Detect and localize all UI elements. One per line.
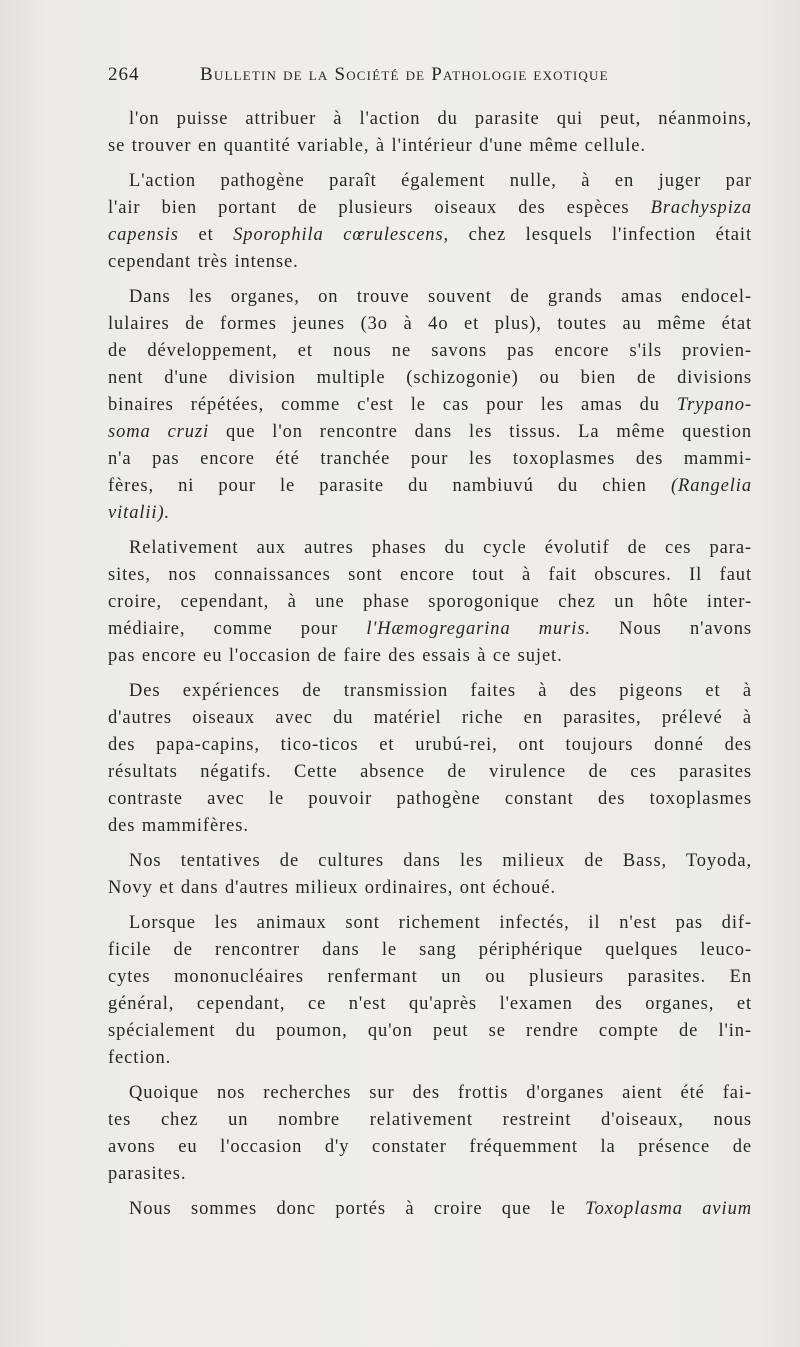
text-line: [108, 222, 752, 249]
text-line: [108, 875, 752, 902]
text-line: [108, 1161, 752, 1188]
text-line: [108, 249, 752, 276]
text-segment: résultats négatifs. Cette absence de virulence de ces parasites: [108, 762, 752, 782]
text-segment: d'autres oiseaux avec du matériel riche en parasites, prélevé à: [108, 708, 752, 728]
text-line: [108, 813, 752, 840]
italic-text: vitalii).: [108, 503, 171, 523]
text-line: [108, 106, 752, 133]
text-segment: cependant très intense.: [108, 252, 299, 272]
text-line: [108, 1045, 752, 1072]
text-line: [108, 284, 752, 311]
text-line: [108, 991, 752, 1018]
text-segment: cytes mononucléaires renfermant un ou plusieurs parasites. En: [108, 967, 752, 987]
italic-text: Sporophila cœrulescens,: [233, 225, 450, 245]
text-segment: médiaire, comme pour: [108, 619, 367, 639]
text-line: [108, 1196, 752, 1223]
text-segment: avons eu l'occasion d'y constater fréquemment la présence de: [108, 1137, 752, 1157]
text-segment: lulaires de formes jeunes (3o à 4o et plus), toutes au même état: [108, 314, 752, 334]
text-line: [108, 338, 752, 365]
text-line: [108, 133, 752, 160]
text-line: [108, 616, 752, 643]
italic-text: (Rangelia: [670, 476, 752, 496]
text-line: [108, 168, 752, 195]
text-line: [108, 937, 752, 964]
text-line: [108, 848, 752, 875]
text-segment: chez lesquels l'infection était: [449, 225, 752, 245]
text-line: [108, 964, 752, 991]
italic-text: Toxoplasma avium: [585, 1199, 752, 1219]
italic-text: Trypano-: [676, 395, 752, 415]
text-line: [108, 562, 752, 589]
text-segment: Des expériences de transmission faites à des pigeons et à: [129, 681, 752, 701]
text-segment: et: [178, 225, 234, 245]
text-segment: pas encore eu l'occasion de faire des essais à ce sujet.: [108, 646, 563, 666]
paragraph: [108, 848, 752, 902]
text-segment: se trouver en quantité variable, à l'intérieur d'une même cellule.: [108, 136, 646, 156]
text-line: [108, 786, 752, 813]
paragraph: [108, 910, 752, 1072]
text-segment: de développement, et nous ne savons pas encore s'ils provien-: [108, 341, 752, 361]
text-line: [108, 1080, 752, 1107]
text-line: [108, 500, 752, 527]
text-segment: général, cependant, ce n'est qu'après l'examen des organes, et: [108, 994, 752, 1014]
text-line: [108, 1134, 752, 1161]
paragraph: [108, 106, 752, 160]
text-segment: l'air bien portant de plusieurs oiseaux des espèces: [108, 198, 651, 218]
paragraph: [108, 1080, 752, 1188]
text-segment: des papa-capins, tico-ticos et urubú-rei, ont toujours donné des: [108, 735, 752, 755]
text-segment: parasites.: [108, 1164, 187, 1184]
text-line: [108, 589, 752, 616]
text-segment: spécialement du poumon, qu'on peut se rendre compte de l'in-: [108, 1021, 752, 1041]
text-line: [108, 446, 752, 473]
text-line: [108, 1107, 752, 1134]
text-segment: Dans les organes, on trouve souvent de grands amas endocel-: [129, 287, 752, 307]
text-line: [108, 643, 752, 670]
paragraph: [108, 1196, 752, 1223]
text-segment: Nous sommes donc portés à croire que le: [129, 1199, 586, 1219]
italic-text: l'Hæmogregarina muris.: [366, 619, 591, 639]
text-segment: Novy et dans d'autres milieux ordinaires, ont échoué.: [108, 878, 556, 898]
text-line: [108, 732, 752, 759]
text-segment: Nous n'avons: [590, 619, 752, 639]
text-segment: fection.: [108, 1048, 172, 1068]
text-segment: que l'on rencontre dans les tissus. La même question: [209, 422, 752, 442]
text-line: [108, 473, 752, 500]
italic-text: Brachyspiza: [650, 198, 752, 218]
text-line: [108, 419, 752, 446]
text-segment: Lorsque les animaux sont richement infectés, il n'est pas dif-: [129, 913, 752, 933]
text-segment: croire, cependant, à une phase sporogonique chez un hôte inter-: [108, 592, 752, 612]
text-line: [108, 705, 752, 732]
text-segment: L'action pathogène paraît également nulle, à en juger par: [129, 171, 752, 191]
running-header: [108, 64, 668, 94]
running-title: Bulletin de la Société de Pathologie exotique: [200, 64, 609, 85]
paragraph: [108, 535, 752, 670]
text-line: [108, 311, 752, 338]
page-number: 264: [108, 64, 140, 85]
text-segment: contraste avec le pouvoir pathogène constant des toxoplasmes: [108, 789, 752, 809]
italic-text: capensis: [108, 225, 179, 245]
text-segment: sites, nos connaissances sont encore tout à fait obscures. Il faut: [108, 565, 752, 585]
text-segment: ficile de rencontrer dans le sang périphérique quelques leuco-: [108, 940, 752, 960]
text-line: [108, 365, 752, 392]
text-segment: des mammifères.: [108, 816, 249, 836]
text-line: [108, 392, 752, 419]
text-segment: nent d'une division multiple (schizogonie) ou bien de divisions: [108, 368, 752, 388]
body-text: [108, 106, 752, 1223]
text-line: [108, 195, 752, 222]
text-line: [108, 759, 752, 786]
paragraph: [108, 284, 752, 527]
text-segment: l'on puisse attribuer à l'action du parasite qui peut, néanmoins,: [129, 109, 752, 129]
text-line: [108, 1018, 752, 1045]
text-segment: Relativement aux autres phases du cycle évolutif de ces para-: [129, 538, 752, 558]
paragraph: [108, 678, 752, 840]
text-segment: fères, ni pour le parasite du nambiuvú du chien: [108, 476, 671, 496]
text-line: [108, 535, 752, 562]
text-line: [108, 678, 752, 705]
text-segment: Nos tentatives de cultures dans les milieux de Bass, Toyoda,: [129, 851, 752, 871]
italic-text: soma cruzi: [108, 422, 210, 442]
text-segment: n'a pas encore été tranchée pour les toxoplasmes des mammi-: [108, 449, 752, 469]
text-line: [108, 910, 752, 937]
text-segment: tes chez un nombre relativement restreint d'oiseaux, nous: [108, 1110, 752, 1130]
paragraph: [108, 168, 752, 276]
text-segment: binaires répétées, comme c'est le cas pour les amas du: [108, 395, 677, 415]
text-segment: Quoique nos recherches sur des frottis d'organes aient été fai-: [129, 1083, 752, 1103]
